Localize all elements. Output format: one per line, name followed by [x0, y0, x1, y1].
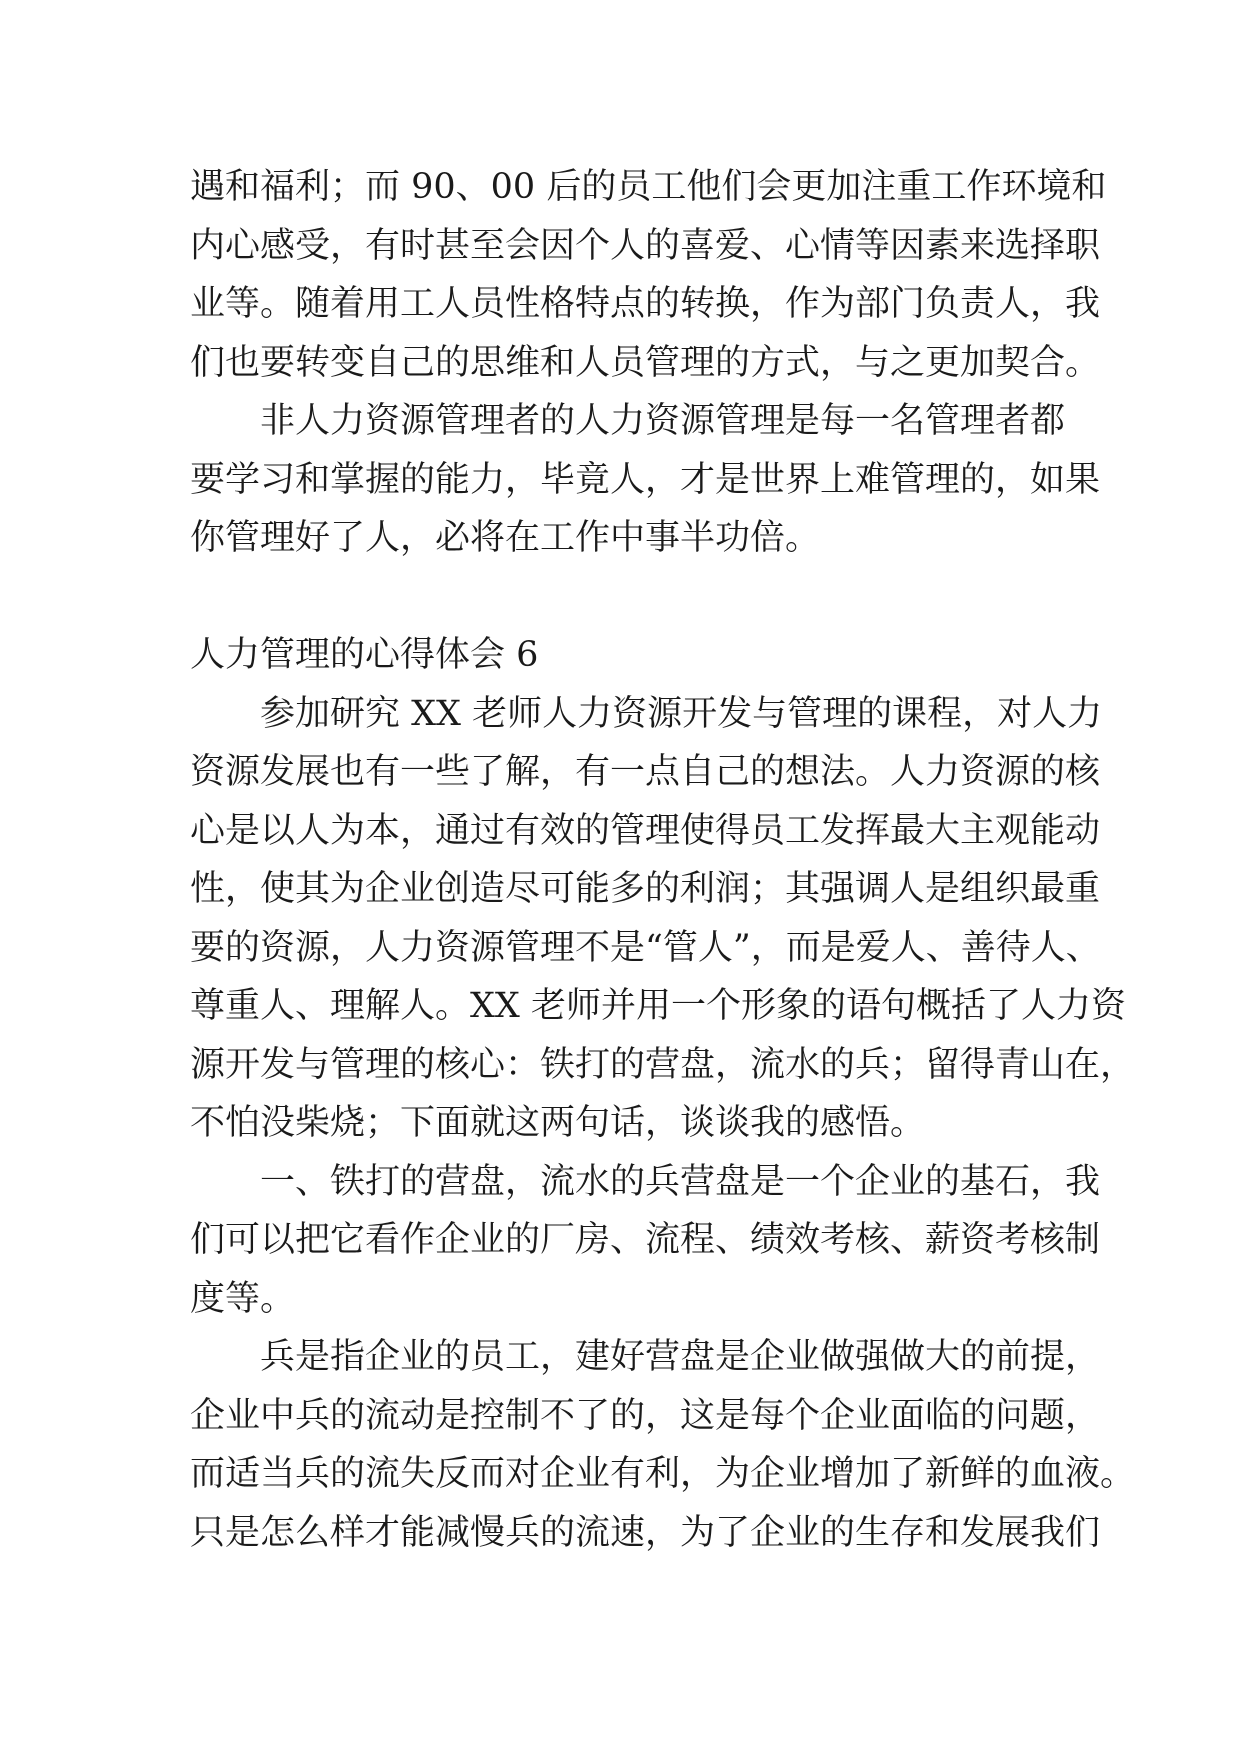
text-line: 不怕没柴烧；下面就这两句话，谈谈我的感悟。	[190, 1103, 926, 1143]
text-line: 一、铁打的营盘，流水的兵营盘是一个企业的基石，我	[260, 1161, 1101, 1202]
paragraph	[190, 158, 1107, 392]
text-line: 要学习和掌握的能力，毕竟人，才是世界上难管理的，如果	[190, 459, 1101, 500]
text-line: 们可以把它看作企业的厂房、流程、绩效考核、薪资考核制	[190, 1220, 1101, 1260]
text-line: 参加研究 XX 老师人力资源开发与管理的课程，对人力	[260, 693, 1103, 734]
text-line: 度等。	[190, 1278, 296, 1319]
text-line: 只是怎么样才能减慢兵的流速，为了企业的生存和发展我们	[190, 1512, 1101, 1553]
text-line: 业等。随着用工人员性格特点的转换，作为部门负责人，我	[190, 284, 1101, 324]
text-line: 而适当兵的流失反而对企业有利，为企业增加了新鲜的血液。	[190, 1454, 1136, 1494]
text-line: 们也要转变自己的思维和人员管理的方式，与之更加契合。	[190, 342, 1101, 383]
section-heading: 人力管理的心得体会 6	[190, 635, 539, 675]
text-line: 性，使其为企业创造尽可能多的利润；其强调人是组织最重	[190, 869, 1101, 909]
text-line: 内心感受，有时甚至会因个人的喜爱、心情等因素来选择职	[190, 225, 1101, 266]
text-line: 心是以人为本，通过有效的管理使得员工发挥最大主观能动	[190, 810, 1101, 851]
document-body	[190, 158, 1136, 1562]
paragraph	[190, 392, 1101, 568]
paragraph	[190, 1153, 1101, 1329]
text-line: 尊重人、理解人。XX 老师并用一个形象的语句概括了人力资	[190, 986, 1126, 1026]
text-line: 要的资源，人力资源管理不是“管人”，而是爱人、善待人、	[190, 927, 1101, 968]
text-line: 兵是指企业的员工，建好营盘是企业做强做大的前提，	[260, 1337, 1101, 1377]
text-line: 非人力资源管理者的人力资源管理是每一名管理者都	[260, 401, 1066, 441]
text-line: 企业中兵的流动是控制不了的，这是每个企业面临的问题，	[190, 1395, 1101, 1436]
paragraph	[190, 685, 1136, 1153]
paragraph-gap	[190, 568, 1055, 627]
text-line: 资源发展也有一些了解，有一点自己的想法。人力资源的核	[190, 752, 1101, 792]
text-line: 源开发与管理的核心：铁打的营盘，流水的兵；留得青山在，	[190, 1044, 1136, 1085]
paragraph	[190, 1328, 1136, 1562]
text-line: 你管理好了人，必将在工作中事半功倍。	[190, 518, 821, 558]
text-line: 遇和福利；而 90、00 后的员工他们会更加注重工作环境和	[190, 167, 1107, 207]
